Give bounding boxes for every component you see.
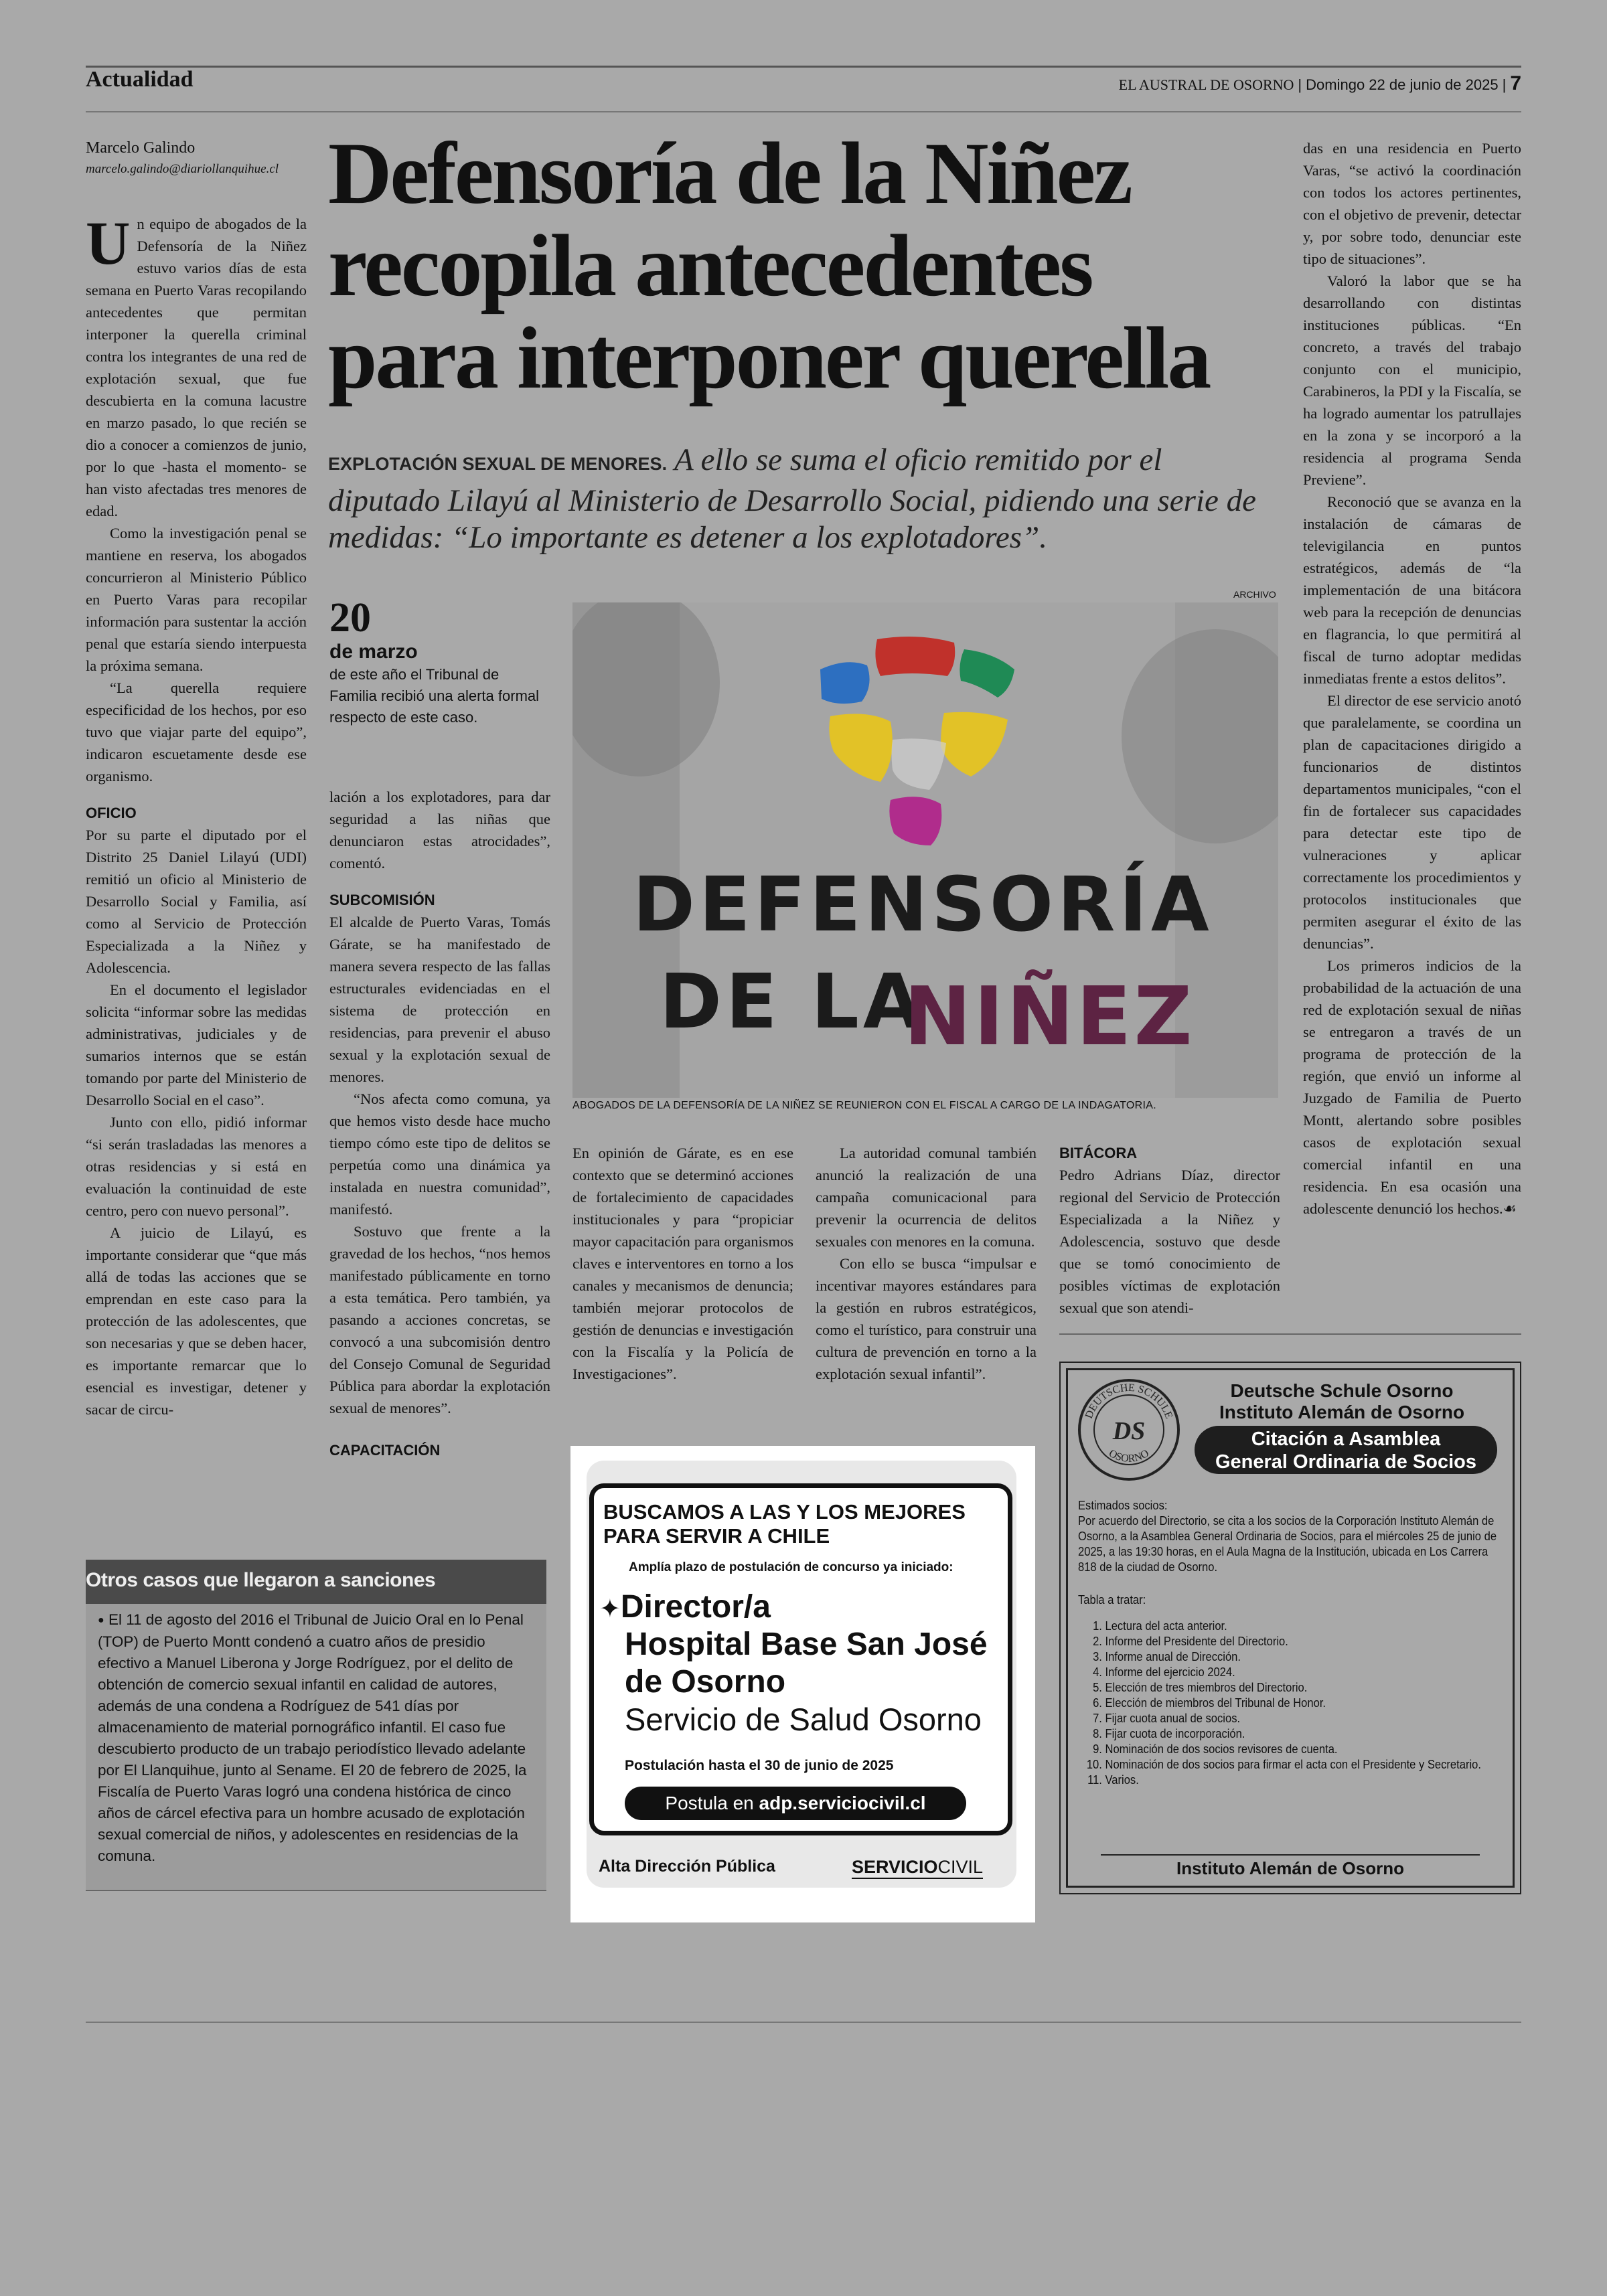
school-seal-icon [1075,1376,1182,1483]
cta-prefix: Postula en [665,1793,754,1813]
sign-line-2a: DE LA [660,959,925,1046]
issue-date: Domingo 22 de junio de 2025 [1306,76,1499,93]
sidebar-bottom-rule [86,1890,546,1891]
paragraph: Como la investigación penal se mantiene en reserva, los abogados concurrieron al Ministerio Público en Puerto Varas para recopilar información para sustentar la acción penal que estaría siendo interpuesta la próxima semana. [86,525,307,674]
ad-deadline: Postulación hasta el 30 de junio de 2025 [625,1758,894,1773]
author-name: Marcelo Galindo [86,139,196,157]
paragraph: lación a los explotadores, para dar seguridad a las niñas que denunciaron estas atrocidades”, comentó. [329,789,550,872]
notice-body [1078,1498,1503,1788]
paragraph: Pedro Adrians Díaz, director regional del Servicio de Protección Especializada a la Niñez y Adolescencia, sostuvo que desde que se tomó conocimiento de posibles víctimas de explotación sexual que son atendi- [1059,1167,1280,1316]
paragraph: El director de ese servicio anotó que paralelamente, se coordina un plan de capacitaciones dirigido a funcionarios de distintos departamentos municipales, “con el fin de fortalecer sus capacidades para detectar este tipo de vulneraciones y aplicar correctamente los procedimientos y protocolos institucionales que permiten asegurar el éxito de las denuncias”. [1303,692,1521,952]
sidebar-title: Otros casos que llegaron a sanciones [86,1569,436,1591]
agenda-item: 5. Elección de tres miembros del Directorio. [1105,1680,1503,1696]
author-email: marcelo.galindo@diariollanquihue.cl [86,162,279,176]
headline-line: recopila antecedentes [328,216,1092,315]
paragraph: das en una residencia en Puerto Varas, “se activó la coordinación con todos los actores pertinentes, con el objetivo de prevenir, detectar y, por sobre todo, denunciar este tipo de situaciones”. [1303,140,1521,267]
subhead-capacitacion: CAPACITACIÓN [329,1442,441,1459]
paragraph: Por su parte el diputado por el Distrito 25 Daniel Lilayú (UDI) remitió un oficio al Ministerio de Desarrollo Social y Familia, así como al Servicio de Protección Especializada a la Niñez y Adolescencia. [86,827,307,976]
sidebar-body [86,1604,546,1889]
paragraph-text: n equipo de abogados de la Defensoría de la Niñez estuvo varios días de esta semana en Puerto Varas recopilando antecedentes que permitan interponer la querella criminal contra los integrantes de una red de explotación sexual, que fue descubierta en la comuna lacustre en marzo pasado, lo que recién se dio a conocer a comienzos de junio, por lo que -hasta el momento- se han visto afectadas tres menores de edad. [86,216,307,519]
sign-line-2b: NIÑEZ [904,971,1195,1064]
page-number: 7 [1510,72,1521,94]
school-name-line: Instituto Alemán de Osorno [1219,1402,1465,1422]
seal-monogram: DS [1112,1417,1146,1445]
dropcap: U [86,209,131,277]
factoid-unit: de marzo [329,641,418,663]
ad-position [599,1588,771,1628]
logo-text-a: SERVICIO [852,1857,938,1877]
ad-service-name: Servicio de Salud Osorno [625,1702,982,1737]
ad-frame [589,1483,1012,1835]
paragraph: Reconoció que se avanza en la instalación de cámaras de televigilancia en puntos estratégicos, además de “la implementación de una bitácora web para la recepción de denuncias en flagrancia, lo que permitirá al fiscal de turno adoptar medidas inmediatas frente a estos delitos”. [1303,493,1521,687]
paragraph [1303,955,1521,1220]
logo-text-b: CIVIL [937,1857,984,1877]
paragraph: En opinión de Gárate, es en ese contexto que se determinó acciones de fortalecimiento de capacidades institucionales y para “propiciar mayor capacitación para organismos claves e interventores en torno a los canales y mecanismos de denuncia; también mejorar protocolos de gestión de denuncias e investigación con la Fiscalía y la Policía de Investigaciones”. [572,1145,793,1382]
sign-line-1: DEFENSORÍA [633,862,1213,949]
signature-line [1101,1854,1480,1856]
signature: Instituto Alemán de Osorno [1176,1858,1404,1878]
kicker: EXPLOTACIÓN SEXUAL DE MENORES. [328,454,668,474]
position-line: Hospital Base San José [625,1627,988,1662]
column-divider [1059,1333,1521,1335]
paragraph-text: Los primeros indicios de la probabilidad de la actuación de una red de explotación sexual de niñas se entregaron a través de un programa de protección de la región, que envió un informe al Juzgado de Familia de Puerto Montt, alertando sobre posibles casos de explotación sexual comercial infantil en una residencia. En esa ocasión una adolescente denunció los hechos. [1303,957,1521,1217]
headline-line: para interponer querella [328,309,1210,407]
deck [328,442,1266,556]
column-6 [1303,137,1521,1220]
greeting: Estimados socios: [1078,1499,1168,1512]
factoid [329,596,547,728]
ad-footer-left: Alta Dirección Pública [599,1857,775,1876]
banner-line: Citación a Asamblea [1251,1428,1441,1450]
paragraph: Sostuvo que frente a la gravedad de los hechos, “nos hemos manifestado públicamente en torno a esta temática. Pero también, ya pasando a acciones concretas, se convocó a una subcomisión dentro del Consejo Comunal de Seguridad Pública para abordar la explotación sexual de menores”. [329,1223,550,1416]
citation-banner [1195,1426,1497,1474]
agenda-title: Tabla a tratar: [1078,1593,1146,1607]
subhead-bitacora: BITÁCORA [1059,1145,1138,1161]
headline-line: Defensoría de la Niñez [328,124,1131,222]
ad-deutsche-schule [1059,1362,1521,1894]
subhead-oficio: OFICIO [86,805,137,821]
column-3 [572,1142,793,1385]
ad-headline: BUSCAMOS A LAS Y LOS MEJORES PARA SERVIR A CHILE [603,1500,966,1548]
defensoria-sign-illustration [572,602,1278,1098]
page-bottom-rule [86,2022,1521,2023]
paragraph: “Nos afecta como comuna, ya que hemos visto desde hace mucho tiempo cómo este tipo de delitos se perpetúa como una dinámica ya instalada en nuestra comunidad”, manifestó. [329,1090,550,1218]
svg-text:OSORNO [1107,1448,1151,1465]
sidebar-text-block [98,1609,533,1867]
apply-button[interactable] [625,1787,966,1820]
paragraph: Valoró la labor que se ha desarrollando con distintas instituciones públicas. “En concreto, a través del trabajo conjunto con el municipio, Carabineros, la PDI y la Fiscalía, se ha logrado aumentar los patrullajes en la zona y se incorporó a la residencia al programa Senda Previene”. [1303,272,1521,488]
agenda-item: 11. Varios. [1105,1773,1503,1788]
section-label: Actualidad [86,67,194,92]
sparkle-icon: ✦ [599,1595,621,1623]
paragraph: La autoridad comunal también anunció la realización de una campaña comunicacional para prevenir la ocurrencia de delitos sexuales con menores en la comuna. [816,1145,1037,1250]
paragraph: “La querella requiere especificidad de los hechos, por eso tuvo que viajar parte del equipo”, indicaron escuetamente desde ese organismo. [86,679,307,785]
column-2 [329,786,550,1461]
position-line: Director/a [620,1589,771,1625]
cta-url: adp.serviciocivil.cl [759,1793,926,1813]
photo-caption: ABOGADOS DE LA DEFENSORÍA DE LA NIÑEZ SE REUNIERON CON EL FISCAL A CARGO DE LA INDAGATORIA. [572,1100,1156,1111]
banner-line: General Ordinaria de Socios [1215,1451,1477,1473]
paragraph [86,209,307,522]
sidebar-header [86,1560,546,1604]
agenda-item: 3. Informe anual de Dirección. [1105,1649,1503,1665]
bullet: ● [98,1615,104,1627]
sidebar-text: El 11 de agosto del 2016 el Tribunal de Juicio Oral en lo Penal (TOP) de Puerto Montt condenó a cuatro años de presidio efectivo a Manuel Liberona y Jorge Rodríguez, por el delito de obtención de comercio sexual infantil en calidad de autores, además de una condena a Rodríguez de 541 días por almacenamiento de material pornográfico infantil. El caso fue descubierto producto de un trabajo periodístico llevado adelante por El Llanquihue, junto al Sename. El 20 de febrero de 2025, la Fiscalía de Puerto Varas logró una condena histórica de cinco años de cárcel efectiva para un hombre acusado de explotación sexual comercial de niños, y adolescentes en residencias de la comuna. [98,1611,527,1865]
agenda-item: 4. Informe del ejercicio 2024. [1105,1665,1503,1680]
ad-subhead: Amplía plazo de postulación de concurso ya iniciado: [629,1560,953,1574]
seal-bottom-text: OSORNO [1107,1447,1151,1465]
column-1 [86,209,307,1420]
folio-sep: | [1502,76,1507,93]
publication-name: EL AUSTRAL DE OSORNO [1118,76,1294,93]
agenda-item: 9. Nominación de dos socios revisores de cuenta. [1105,1742,1503,1757]
agenda-item: 2. Informe del Presidente del Directorio. [1105,1634,1503,1649]
folio-sep: | [1298,76,1302,93]
ad-servicio-civil [570,1446,1035,1922]
paragraph: El alcalde de Puerto Varas, Tomás Gárate, se ha manifestado de manera severa respecto de las fallas estructurales evidenciadas en el sistema de protección en residencias, para prevenir el abuso sexual y la explotación sexual de menores. [329,914,550,1085]
agenda-item: 8. Fijar cuota de incorporación. [1105,1726,1503,1742]
top-rule [86,66,1521,68]
factoid-text: de este año el Tribunal de Familia recibió una alerta formal respecto de este caso. [329,666,540,726]
school-name-line: Deutsche Schule Osorno [1230,1380,1454,1401]
column-4 [816,1142,1037,1385]
agenda-item: 10. Nominación de dos socios para firmar el acta con el Presidente y Secretario. [1105,1757,1503,1773]
subhead-subcomision: SUBCOMISIÓN [329,892,435,908]
paragraph: En el documento el legislador solicita “informar sobre las medidas administrativas, judiciales y de sumarios internos que se están tomando por parte del Ministerio de Desarrollo Social en el caso”. [86,981,307,1109]
paragraph: A juicio de Lilayú, es importante considerar que “que más allá de todas las acciones que se emprendan en este caso para la protección de las adolescentes, que son necesarias y que se deben hacer, es importante remarcar que lo esencial es investigar, detener y sacar de circu- [86,1224,307,1418]
agenda-list [1078,1619,1503,1788]
headline [328,124,1292,407]
paragraph: Con ello se busca “impulsar e incentivar mayores estándares para la gestión en rubros estratégicos, como el turístico, para construir una cultura de prevención en torno a la explotación sexual infantil”. [816,1255,1037,1382]
agenda-item: 6. Elección de miembros del Tribunal de Honor. [1105,1696,1503,1711]
column-5 [1059,1142,1280,1319]
school-name [1181,1380,1503,1423]
end-mark: ☙ [1503,1200,1517,1217]
photo [572,602,1278,1098]
header-underline [86,111,1521,112]
notice-text: Por acuerdo del Directorio, se cita a los socios de la Corporación Instituto Alemán de Osorno, a la Asamblea General Ordinaria de Socios, para el miércoles 25 de junio de 2025, a las 19:30 horas, en el Aula Magna de la Institución, ubicada en Los Carrera 818 de la ciudad de Osorno. [1078,1514,1497,1574]
folio [1119,72,1521,95]
photo-credit: ARCHIVO [1233,589,1276,600]
position-line: de Osorno [625,1664,786,1700]
paragraph: Junto con ello, pidió informar “si serán trasladadas las menores a otras residencias y si está en evaluación la continuidad de este centro, pero con nuevo personal”. [86,1114,307,1219]
seal-top-text: DEUTSCHE SCHULE [1083,1382,1175,1420]
factoid-number: 20 [329,595,371,641]
agenda-item: 7. Fijar cuota anual de socios. [1105,1711,1503,1726]
deck-text: A ello se suma el oficio remitido por el diputado Lilayú al Ministerio de Desarrollo Social, pidiendo una serie de medidas: “Lo importante es detener a los explotadores”. [328,442,1256,555]
agenda-item: 1. Lectura del acta anterior. [1105,1619,1503,1634]
servicio-civil-logo [852,1857,983,1879]
